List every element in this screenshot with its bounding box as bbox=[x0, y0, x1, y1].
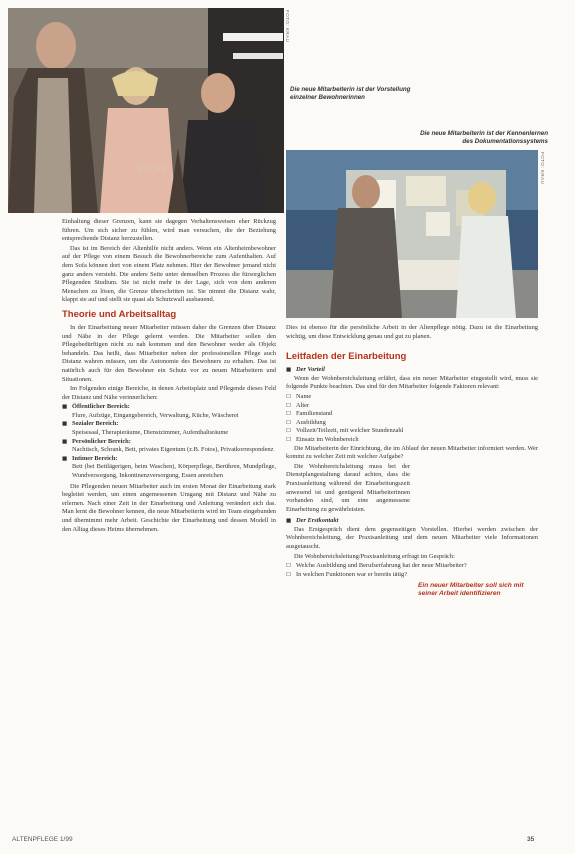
photo1-credit: FOTO: KRAU bbox=[285, 10, 290, 43]
bereich-item: ■ Persönlicher Bereich: Nachtisch, Schrank, Bett, privates Eigentum (z.B. Fotos), Privatkorrespondenz bbox=[62, 437, 274, 454]
right-intro-para: Wenn der Wohnbereichsleitung erfährt, dass ein neuer Mitarbeiter eingestellt wird, muss sie folgende Punkte beachten. Das sind für den Mitarbeiter folgende Faktoren relevant: bbox=[286, 374, 538, 391]
right-after-list-para: Die Mitarbeiterin der Einrichtung, die im Ablauf der neuen Mitarbeiter informiert werden. Wer kommt zu welcher Zeit mit welcher Aufgabe? bbox=[286, 444, 538, 461]
bereich-list bbox=[62, 403, 276, 480]
photo2-credit: FOTO: KRAU bbox=[540, 152, 545, 185]
right-para-3: Das Erstgespräch dient dem gegenseitigen Vorstellen. Hierbei werden zwischen der Wohnbereichsleitung, der Praxisanleitung und dem neuen Mitarbeiter viele Informationen ausgetauscht. bbox=[286, 525, 538, 551]
factor-item: ☐ Vollzeit/Teilzeit, mit welcher Stundenzahl bbox=[286, 427, 404, 435]
question-item: ☐ In welchen Funktionen war er bereits tätig? bbox=[286, 570, 408, 578]
left-body-para-1: In der Einarbeitung neuer Mitarbeiter müssen daher die Grenzen über Distanz und Nähe in der Pflege gelernt werden. Die Mitarbeiter sollen den Pflegebedürftigen nicht zu nah kommen und den Bewohner weder als Objekt behandeln. Das heißt, dass Mitarbeiter neben der professionellen Pflege auch Distanz wahren müssen, um die Autonomie des Bewohners zu erhalten. Das ist natürlich auch für den Bewohner ein Schutz vor zu neuen Mitarbeitern und Situationen. bbox=[62, 323, 276, 383]
left-body-para-2: Im Folgenden einige Bereiche, in denen Arbeitsplatz und Pflegende dieses Feld der Distanz und Nähe verinnerlichen: bbox=[62, 385, 276, 401]
right-top-para: Dies ist ebenso für die persönliche Arbeit in der Altenpflege nötig. Dazu ist die Einarbeitung wichtig, um diese Entwicklung genau und gut zu planen. bbox=[286, 324, 538, 340]
left-closing-para: Die Pflegenden neuen Mitarbeiter auch im ersten Monat der Einarbeitung stark begleitet werden, um einen angemessenen Umgang mit Distanz und Nähe zu erlernen. Nach einer Zeit in der Einarbeitung und Anleitung verändert sich das. Man lernt die Bewohner kennen, die neue Mitarbeiterin wird im Team eingebunden und übernimmt mehr Arbeit. Geschichte der Einarbeitung und dessen Modell in den Alltag dieses Heims übernehmen. bbox=[62, 482, 276, 533]
heading-theorie: Theorie und Arbeitsalltag bbox=[62, 308, 177, 320]
checkbox-icon: ☐ bbox=[286, 436, 291, 443]
pull-quote: Ein neuer Mitarbeiter soll sich mit seiner Arbeit identifizieren bbox=[418, 582, 524, 598]
left-intro-para-2: Das ist im Bereich der Altenhilfe nicht anders. Wenn ein Altenheimbewohner auf der Pflege von einem Besuch die Bewohnerbereiche zum Aufenthalten. Auf dem Sofa können dort von einem Platz nehmen. Hier der Bewohner jemand nicht ganz anders versteht. Die andere Seite unter demselben Prozess die fürsorglichen Pflegenden Studium. Sie ist nicht mehr in der Lage, sich von dem anderen Menschen zu lösen, die Grenze überschritten ist. Sie nimmt die Distanz wahr, klappt sie auf und stellt sie quasi als Schutzwall ausbauend. bbox=[62, 244, 276, 304]
svg-text:WDR: WDR bbox=[138, 162, 167, 176]
left-intro-para-1: Einhaltung dieser Grenzen, kann sie dagegen Verhaltensweisen eher Rückzug führen. Um sich sicher zu fühlen, wird man versuchen, die der Beziehung entsprechende Distanz herzustellen. bbox=[62, 218, 276, 243]
photo2-caption: Die neue Mitarbeiterin ist der Kennenlernen des Dokumentationssystems bbox=[420, 130, 548, 145]
photo1-caption: Die neue Mitarbeiterin ist der Vorstellung einzelner Bewohnerinnen bbox=[290, 86, 411, 101]
page-number: 35 bbox=[527, 836, 535, 843]
photo-bewohner-vorstellung bbox=[8, 8, 284, 213]
checkbox-icon: ☐ bbox=[286, 393, 291, 400]
factor-item: ☐ Alter bbox=[286, 401, 310, 409]
left-column bbox=[62, 218, 276, 535]
square-bullet-icon: ■ bbox=[62, 438, 68, 445]
square-bullet-icon: ■ bbox=[62, 421, 68, 428]
factor-item: ☐ Einsatz im Wohnbereich bbox=[286, 435, 359, 443]
photo-dokumentationssystem bbox=[286, 150, 538, 318]
bereich-item: ■ Sozialer Bereich: Speisesaal, Therapieräume, Dienstzimmer, Aufenthaltsräume bbox=[62, 420, 229, 437]
subheading-erstkontakt: Der Erstkontakt bbox=[296, 517, 339, 525]
checkbox-icon: ☐ bbox=[286, 428, 291, 435]
factor-item: ☐ Ausbildung bbox=[286, 418, 326, 426]
square-bullet-icon: ■ bbox=[286, 367, 292, 374]
right-column bbox=[286, 324, 538, 579]
square-bullet-icon: ■ bbox=[286, 518, 292, 525]
right-para-2: Die Wohnbereichsleitung muss bei der Dienstplangestaltung darauf achten, dass die Praxisanleitung während der Einarbeitungszeit anwesend ist und genügend Mitarbeiterinnen vorhanden sind, um eine angemessene Einarbeitung zu gewährleisten. bbox=[286, 462, 410, 513]
square-bullet-icon: ■ bbox=[62, 404, 68, 411]
checkbox-icon: ☐ bbox=[286, 419, 291, 426]
factor-list bbox=[286, 393, 538, 445]
bereich-item: ■ Intimer Bereich: Bett (bei Bettlägerigen, beim Waschen), Körperpflege, Berühren, Mundpflege, Wundversorgung, Inkontinenzversorgung, Essen anreichen bbox=[62, 454, 276, 480]
square-bullet-icon: ■ bbox=[62, 455, 68, 462]
subheading-vorteil: Der Vorteil bbox=[296, 366, 325, 374]
question-item: ☐ Welche Ausbildung und Berufserfahrung hat der neue Mitarbeiter? bbox=[286, 562, 467, 570]
bereich-item: ■ Öffentlicher Bereich: Flure, Aufzüge, Eingangsbereich, Verwaltung, Küche, Wäscherei bbox=[62, 403, 239, 419]
factor-item: ☐ Name bbox=[286, 392, 312, 400]
checkbox-icon: ☐ bbox=[286, 563, 291, 570]
checkbox-icon: ☐ bbox=[286, 411, 291, 418]
heading-leitfaden: Leitfaden der Einarbeitung bbox=[286, 351, 407, 363]
question-list bbox=[286, 562, 538, 579]
checkbox-icon: ☐ bbox=[286, 402, 291, 409]
right-para-4: Die Wohnbereichsleitung/Praxisanleitung erfragt im Gespräch: bbox=[294, 552, 455, 560]
footer-issue: ALTENPFLEGE 1/99 bbox=[12, 836, 73, 843]
factor-item: ☐ Familienstand bbox=[286, 410, 333, 418]
checkbox-icon: ☐ bbox=[286, 571, 291, 578]
